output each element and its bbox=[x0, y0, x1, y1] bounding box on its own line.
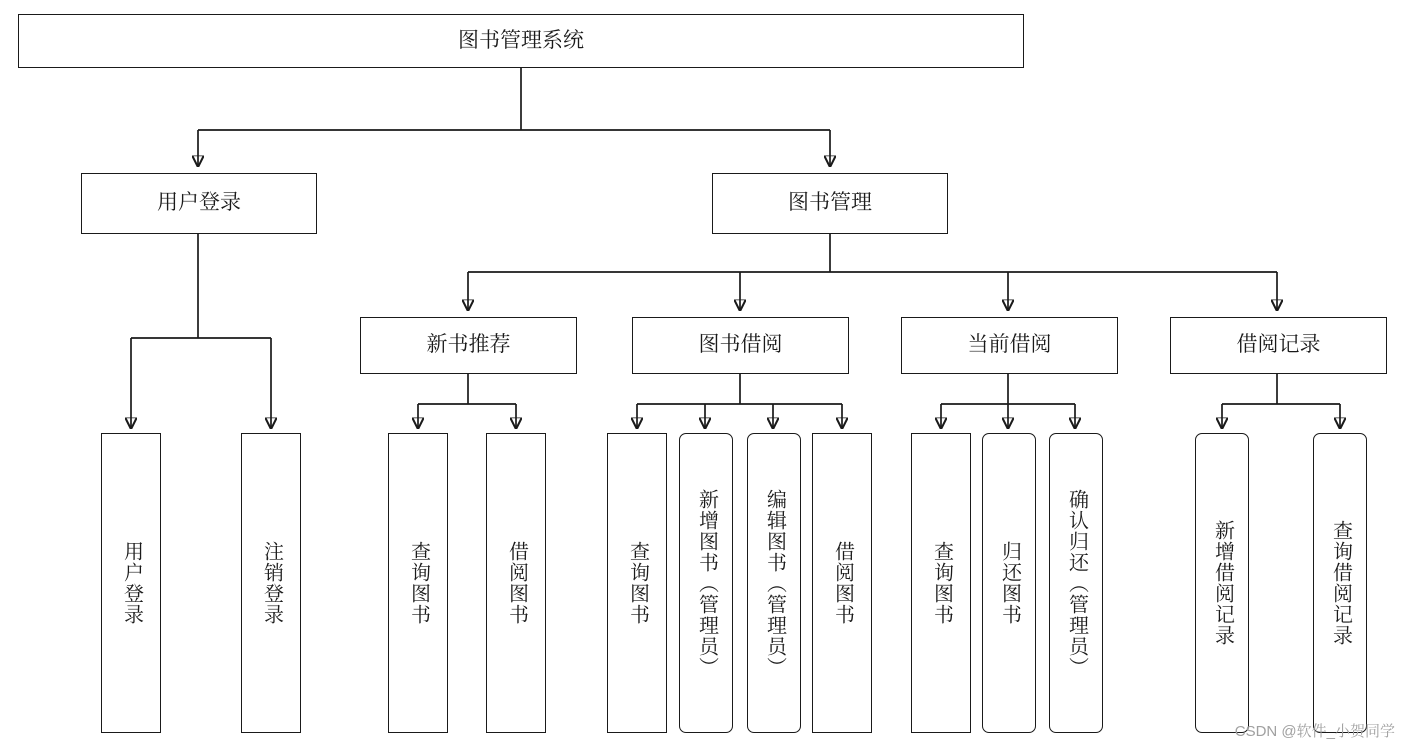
node-borrow-records[interactable] bbox=[1170, 317, 1387, 374]
node-new-book-recommend[interactable] bbox=[360, 317, 577, 374]
node-root[interactable] bbox=[18, 14, 1024, 68]
leaf-logout[interactable] bbox=[241, 433, 301, 733]
leaf-user-login-label: 用户登录 bbox=[120, 541, 143, 625]
leaf-borrow-book[interactable] bbox=[812, 433, 872, 733]
leaf-query-book-current-label: 查询图书 bbox=[930, 541, 953, 625]
node-user-login-label: 用户登录 bbox=[157, 191, 241, 215]
leaf-confirm-return-admin-label: 确认归还（管理员） bbox=[1065, 488, 1088, 678]
leaf-add-book-admin-label: 新增图书（管理员） bbox=[695, 488, 718, 678]
leaf-return-book[interactable] bbox=[982, 433, 1036, 733]
leaf-add-borrow-record[interactable] bbox=[1195, 433, 1249, 733]
leaf-user-login[interactable] bbox=[101, 433, 161, 733]
node-current-borrow-label: 当前借阅 bbox=[967, 333, 1052, 357]
leaf-edit-book-admin[interactable] bbox=[747, 433, 801, 733]
node-book-management-label: 图书管理 bbox=[788, 191, 872, 215]
leaf-query-book-current[interactable] bbox=[911, 433, 971, 733]
leaf-return-book-label: 归还图书 bbox=[998, 541, 1021, 625]
leaf-borrow-book-new[interactable] bbox=[486, 433, 546, 733]
watermark: CSDN @软件_小贺同学 bbox=[1234, 723, 1395, 740]
node-book-borrow[interactable] bbox=[632, 317, 849, 374]
node-current-borrow[interactable] bbox=[901, 317, 1118, 374]
node-root-label: 图书管理系统 bbox=[458, 28, 584, 52]
leaf-query-book-new[interactable] bbox=[388, 433, 448, 733]
node-borrow-records-label: 借阅记录 bbox=[1236, 333, 1321, 357]
node-book-management[interactable] bbox=[712, 173, 948, 234]
leaf-query-book-new-label: 查询图书 bbox=[407, 541, 430, 625]
leaf-query-book-borrow[interactable] bbox=[607, 433, 667, 733]
leaf-add-book-admin[interactable] bbox=[679, 433, 733, 733]
leaf-borrow-book-label: 借阅图书 bbox=[831, 541, 854, 625]
leaf-add-borrow-record-label: 新增借阅记录 bbox=[1211, 520, 1234, 646]
leaf-query-borrow-record[interactable] bbox=[1313, 433, 1367, 733]
leaf-borrow-book-new-label: 借阅图书 bbox=[505, 541, 528, 625]
leaf-confirm-return-admin[interactable] bbox=[1049, 433, 1103, 733]
node-new-book-recommend-label: 新书推荐 bbox=[426, 333, 511, 357]
node-user-login[interactable] bbox=[81, 173, 317, 234]
node-book-borrow-label: 图书借阅 bbox=[698, 333, 783, 357]
leaf-query-book-borrow-label: 查询图书 bbox=[626, 541, 649, 625]
leaf-logout-label: 注销登录 bbox=[260, 541, 283, 625]
leaf-edit-book-admin-label: 编辑图书（管理员） bbox=[763, 488, 786, 678]
leaf-query-borrow-record-label: 查询借阅记录 bbox=[1329, 520, 1352, 646]
